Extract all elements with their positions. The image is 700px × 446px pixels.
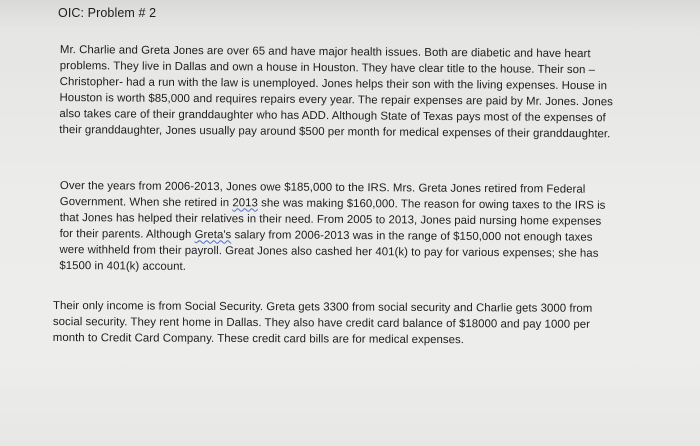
paragraph-2-year: 2013 [232, 197, 258, 210]
document-title: OIC: Problem # 2 [58, 6, 157, 20]
paragraph-2-text-b: she was making $160,000. The reason for owing taxes to the IRS is that Jones has helped their relatives in their need. From 2005 to 2013, Jones paid nursing home expenses for their parents. Although [59, 197, 606, 242]
paragraph-2-name: Greta's [194, 229, 232, 242]
page-shadow [0, 356, 700, 446]
paragraph-2 [59, 178, 615, 278]
paragraph-3: Their only income is from Social Security. Greta gets 3300 from social security and Charlie gets 3000 from social security. They rent home in Dallas. They also have credit card balance of $18000 and pay 1000 per month to Credit Card Company. These credit card bills are for medical expenses. [52, 299, 593, 347]
paragraph-2-text-a: Over the years from 2006-2013, Jones owe $185,000 to the IRS. Mrs. Greta Jones retired from Federal Government. When she retired in [59, 179, 586, 210]
paragraph-2-text-c: salary from 2006-2013 was in the range of $150,000 not enough taxes were withheld from their payroll. Great Jones also cashed her 401(k) to pay for various expenses; she has $1500 in 401(k) account. [59, 229, 599, 274]
paragraph-1: Mr. Charlie and Greta Jones are over 65 and have major health issues. Both are diabetic and have heart problems. They live in Dallas and own a house in Houston. They have clear title to the house. Their son – Christopher- had a run with the law is unemployed. Jones helps their son with the living expenses. House in Houston is worth $85,000 and requires repairs every year. The repair expenses are paid by Mr. Jones. Jones also takes care of their granddaughter who has ADD. Although State of Texas pays most of the expenses of their granddaughter, Jones usually pay around $500 per month for medical expenses of their granddaughter. [59, 43, 613, 141]
